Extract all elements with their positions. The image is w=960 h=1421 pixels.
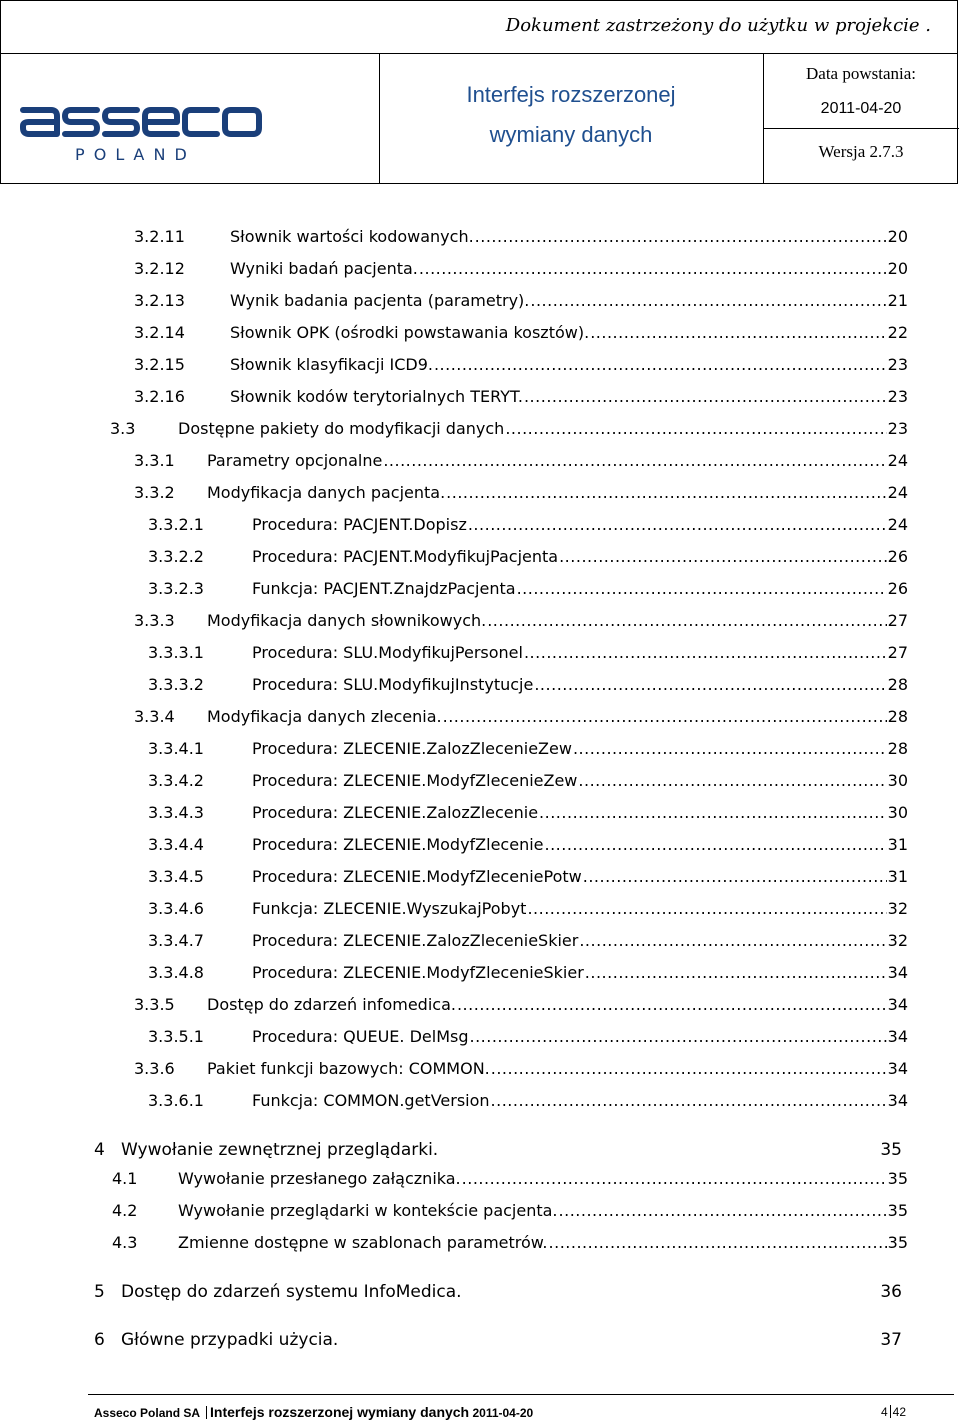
toc-leader — [491, 1089, 887, 1113]
toc-entry[interactable] — [148, 801, 908, 825]
toc-page: 30 — [887, 771, 908, 790]
toc-number: 3.2.11 — [134, 227, 185, 246]
toc-number: 3.2.12 — [134, 259, 185, 278]
toc-text: Procedura: ZLECENIE.ZalozZlecenieZew — [252, 739, 572, 758]
toc-entry[interactable] — [148, 833, 908, 857]
toc-page: 28 — [887, 739, 908, 758]
toc-leader — [539, 801, 887, 825]
toc-entry[interactable] — [148, 897, 908, 921]
toc-text: Procedura: ZLECENIE.ModyfZlecenieZew — [252, 771, 578, 790]
toc-leader — [487, 609, 886, 633]
version: Wersja 2.7.3 — [818, 142, 904, 161]
toc-entry[interactable] — [134, 289, 908, 313]
toc-leader — [545, 833, 887, 857]
toc-page: 26 — [887, 547, 908, 566]
toc-leader — [517, 577, 887, 601]
toc-text: Wynik badania pacjenta (parametry). — [230, 291, 530, 310]
toc-number: 3.3.4.1 — [148, 739, 204, 758]
footer-company: Asseco Poland SA — [94, 1406, 201, 1420]
toc-page: 30 — [887, 803, 908, 822]
footer-title: Interfejs rozszerzonej wymiany danych — [210, 1404, 470, 1420]
toc-page: 36 — [880, 1282, 902, 1302]
toc-text: Procedura: SLU.ModyfikujInstytucje — [252, 675, 534, 694]
toc-text: Modyfikacja danych słownikowych. — [207, 611, 487, 630]
toc-leader — [573, 737, 887, 761]
footer-page-counter — [881, 1404, 906, 1420]
toc-text: Parametry opcjonalne — [207, 451, 383, 470]
toc-text: Procedura: SLU.ModyfikujPersonel — [252, 643, 523, 662]
toc-text: Słownik klasyfikacji ICD9. — [230, 355, 433, 374]
toc-entry[interactable] — [134, 385, 908, 409]
toc-leader — [578, 769, 886, 793]
toc-entry[interactable] — [134, 705, 908, 729]
toc-entry[interactable] — [112, 1231, 908, 1255]
toc-number: 3.3.3.2 — [148, 675, 204, 694]
toc-text: Słownik wartości kodowanych. — [230, 227, 474, 246]
toc-number: 3.2.13 — [134, 291, 185, 310]
toc-number: 3.3.4.3 — [148, 803, 204, 822]
toc-number: 3.3.4.2 — [148, 771, 204, 790]
toc-entry[interactable] — [94, 1280, 902, 1304]
toc-page: 31 — [887, 835, 908, 854]
footer-separator — [206, 1406, 207, 1419]
toc-page: 34 — [887, 1027, 908, 1046]
toc-page: 34 — [887, 1059, 908, 1078]
toc-entry[interactable] — [112, 1167, 908, 1191]
toc-leader — [530, 289, 886, 313]
toc-leader — [462, 1167, 887, 1191]
toc-number: 3.3.4.8 — [148, 963, 204, 982]
toc-page: 23 — [887, 355, 908, 374]
toc-number: 3.3 — [110, 419, 136, 438]
toc-entry[interactable] — [94, 1138, 902, 1162]
toc-number: 3.3.2.1 — [148, 515, 204, 534]
toc-page: 35 — [880, 1140, 902, 1160]
toc-entry[interactable] — [134, 257, 908, 281]
meta-divider — [763, 128, 959, 129]
toc-entry[interactable] — [134, 449, 908, 473]
toc-leader — [559, 545, 887, 569]
document-title-line1: Interfejs rozszerzonej — [466, 82, 676, 107]
toc-leader — [534, 673, 886, 697]
toc-number: 4 — [94, 1140, 105, 1160]
footer-page: 4 — [880, 1405, 888, 1419]
toc-leader — [559, 1199, 887, 1223]
toc-leader — [475, 225, 887, 249]
toc-page: 22 — [887, 323, 908, 342]
toc-page: 32 — [887, 899, 908, 918]
toc-text: Funkcja: COMMON.getVersion — [252, 1091, 490, 1110]
toc-number: 3.2.14 — [134, 323, 185, 342]
toc-entry[interactable] — [134, 321, 908, 345]
footer-total-pages: 42 — [892, 1405, 906, 1419]
logo-subtext: P O L A N D — [75, 145, 189, 164]
toc-entry[interactable] — [148, 577, 908, 601]
toc-entry[interactable] — [94, 1328, 902, 1352]
toc-page: 37 — [880, 1330, 902, 1350]
toc-number: 5 — [94, 1282, 105, 1302]
toc-number: 3.3.6.1 — [148, 1091, 204, 1110]
toc-page: 23 — [887, 387, 908, 406]
toc-text: Słownik kodów terytorialnych TERYT. — [230, 387, 523, 406]
toc-number: 3.3.4.7 — [148, 931, 204, 950]
toc-entry[interactable] — [134, 1057, 908, 1081]
toc-entry[interactable] — [148, 673, 908, 697]
footer-date: 2011-04-20 — [472, 1406, 534, 1420]
page-footer — [94, 1404, 906, 1420]
toc-page: 24 — [887, 483, 908, 502]
toc-text: Procedura: ZLECENIE.ModyfZleceniePotw — [252, 867, 582, 886]
toc-number: 3.3.2.3 — [148, 579, 204, 598]
toc-leader — [446, 481, 886, 505]
toc-page: 32 — [887, 931, 908, 950]
toc-text: Procedura: QUEUE. DelMsg — [252, 1027, 469, 1046]
toc-leader — [491, 1057, 887, 1081]
toc-leader — [419, 257, 887, 281]
toc-page: 35 — [887, 1233, 908, 1252]
toc-page: 31 — [887, 867, 908, 886]
toc-entry[interactable] — [148, 961, 908, 985]
created-label: Data powstania: — [806, 64, 916, 83]
toc-number: 3.3.3 — [134, 611, 175, 630]
toc-text: Wywołanie przesłanego załącznika. — [178, 1169, 461, 1188]
toc-number: 3.3.4.4 — [148, 835, 204, 854]
toc-number: 3.3.4.6 — [148, 899, 204, 918]
toc-text: Wywołanie zewnętrznej przeglądarki. — [121, 1140, 439, 1160]
toc-entry[interactable] — [148, 545, 908, 569]
toc-leader — [505, 417, 886, 441]
toc-page: 35 — [887, 1169, 908, 1188]
toc-leader — [443, 705, 887, 729]
toc-text: Dostęp do zdarzeń systemu InfoMedica. — [121, 1282, 462, 1302]
toc-page: 24 — [887, 451, 908, 470]
toc-page: 23 — [887, 419, 908, 438]
toc-leader — [585, 961, 887, 985]
toc-page: 27 — [887, 643, 908, 662]
toc-leader — [527, 897, 886, 921]
toc-number: 3.3.3.1 — [148, 643, 204, 662]
toc-entry[interactable] — [148, 513, 908, 537]
toc-number: 4.3 — [112, 1233, 138, 1252]
toc-leader — [549, 1231, 887, 1255]
toc-text: Dostęp do zdarzeń infomedica. — [207, 995, 456, 1014]
toc-leader — [583, 865, 887, 889]
toc-entry[interactable] — [148, 929, 908, 953]
asseco-logo — [17, 94, 267, 164]
toc-entry[interactable] — [148, 769, 908, 793]
header-notice: Dokument zastrzeżony do użytku w projekcie . — [505, 15, 931, 36]
toc-text: Zmienne dostępne w szablonach parametrów. — [178, 1233, 548, 1252]
toc-text: Funkcja: PACJENT.ZnajdzPacjenta — [252, 579, 516, 598]
toc-entry[interactable] — [148, 865, 908, 889]
toc-number: 3.3.2.2 — [148, 547, 204, 566]
toc-entry[interactable] — [134, 993, 908, 1017]
toc-text: Procedura: PACJENT.Dopisz — [252, 515, 467, 534]
toc-leader — [524, 641, 887, 665]
toc-text: Procedura: ZLECENIE.ModyfZlecenie — [252, 835, 544, 854]
created-date: 2011-04-20 — [820, 100, 902, 117]
toc-number: 3.3.4.5 — [148, 867, 204, 886]
toc-entry[interactable] — [110, 417, 908, 441]
toc-text: Wywołanie przeglądarki w kontekście pacjenta. — [178, 1201, 558, 1220]
toc-number: 4.2 — [112, 1201, 138, 1220]
toc-page: 24 — [887, 515, 908, 534]
toc-page: 21 — [887, 291, 908, 310]
toc-entry[interactable] — [112, 1199, 908, 1223]
toc-entry[interactable] — [148, 1089, 908, 1113]
toc-page: 20 — [887, 259, 908, 278]
toc-leader — [524, 385, 887, 409]
toc-number: 3.3.2 — [134, 483, 175, 502]
toc-entry[interactable] — [134, 609, 908, 633]
toc-leader — [579, 929, 886, 953]
footer-rule — [88, 1394, 954, 1395]
footer-page-separator — [890, 1405, 891, 1418]
document-title-line2: wymiany danych — [489, 122, 653, 147]
toc-leader — [383, 449, 886, 473]
toc-leader — [468, 513, 887, 537]
toc-number: 3.3.1 — [134, 451, 175, 470]
toc-leader — [434, 353, 887, 377]
toc-entry[interactable] — [134, 481, 908, 505]
toc-text: Modyfikacja danych zlecenia. — [207, 707, 442, 726]
toc-entry[interactable] — [134, 353, 908, 377]
toc-number: 3.2.15 — [134, 355, 185, 374]
toc-text: Wyniki badań pacjenta. — [230, 259, 418, 278]
toc-text: Procedura: ZLECENIE.ZalozZlecenie — [252, 803, 539, 822]
toc-number: 6 — [94, 1330, 105, 1350]
toc-number: 4.1 — [112, 1169, 138, 1188]
toc-text: Funkcja: ZLECENIE.WyszukajPobyt — [252, 899, 527, 918]
header-divider — [379, 54, 380, 183]
header-notice-box — [0, 0, 958, 54]
toc-text: Procedura: ZLECENIE.ModyfZlecenieSkier — [252, 963, 584, 982]
toc-entry[interactable] — [148, 737, 908, 761]
toc-number: 3.3.5 — [134, 995, 175, 1014]
toc-text: Słownik OPK (ośrodki powstawania kosztów). — [230, 323, 590, 342]
toc-text: Modyfikacja danych pacjenta. — [207, 483, 446, 502]
toc-number: 3.2.16 — [134, 387, 185, 406]
toc-page: 35 — [887, 1201, 908, 1220]
toc-number: 3.3.6 — [134, 1059, 175, 1078]
toc-page: 28 — [887, 675, 908, 694]
toc-text: Procedura: PACJENT.ModyfikujPacjenta — [252, 547, 559, 566]
toc-page: 34 — [887, 995, 908, 1014]
toc-number: 3.3.4 — [134, 707, 175, 726]
toc-page: 26 — [887, 579, 908, 598]
toc-entry[interactable] — [148, 641, 908, 665]
toc-leader — [470, 1025, 887, 1049]
toc-entry[interactable] — [134, 225, 908, 249]
toc-text: Główne przypadki użycia. — [121, 1330, 339, 1350]
toc-page: 20 — [887, 227, 908, 246]
toc-text: Procedura: ZLECENIE.ZalozZlecenieSkier — [252, 931, 579, 950]
toc-text: Pakiet funkcji bazowych: COMMON. — [207, 1059, 490, 1078]
toc-text: Dostępne pakiety do modyfikacji danych — [178, 419, 505, 438]
toc-leader — [590, 321, 886, 345]
toc-page: 27 — [887, 611, 908, 630]
toc-leader — [457, 993, 887, 1017]
toc-page: 34 — [887, 963, 908, 982]
toc-page: 34 — [887, 1091, 908, 1110]
header-table — [0, 53, 958, 184]
toc-page: 28 — [887, 707, 908, 726]
toc-number: 3.3.5.1 — [148, 1027, 204, 1046]
toc-entry[interactable] — [148, 1025, 908, 1049]
